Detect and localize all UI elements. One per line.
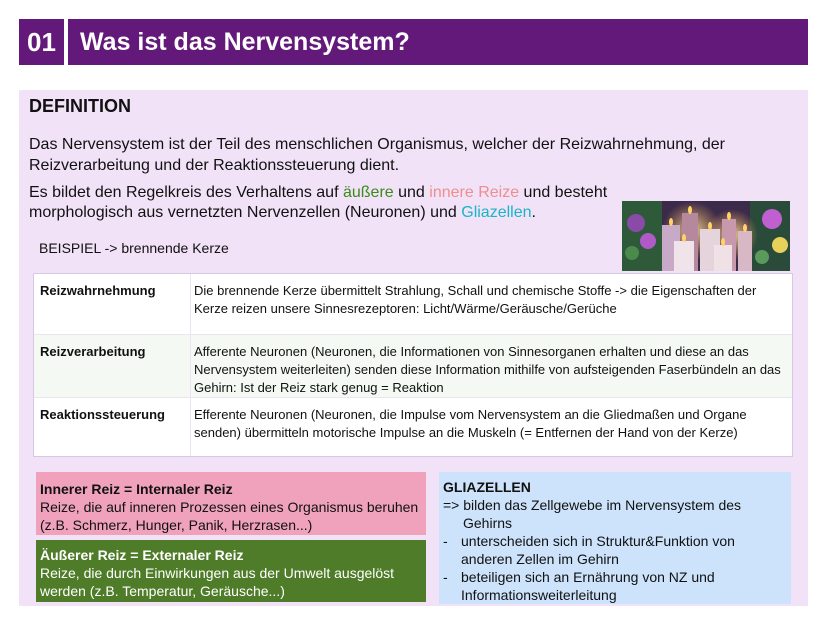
row-text: Afferente Neuronen (Neuronen, die Informationen von Sinnesorganen erhalten und diese an das Nervensystem weiterleiten) senden diese Information mithilfe von aufsteigenden Faserbündeln an das Gehirn: Ist der Reiz stark genug = Reaktion — [190, 335, 792, 397]
definition-paragraph-2 — [29, 183, 669, 223]
table-row — [34, 274, 792, 334]
inner-stimulus-box — [36, 472, 426, 535]
outer-stimuli-highlight: äußere — [342, 184, 394, 201]
row-text: Die brennende Kerze übermittelt Strahlung, Schall und chemische Stoffe -> die Eigenschaften der Kerze reizen unsere Sinnesrezeptoren: Licht/Wärme/Geräusche/Gerüche — [190, 274, 792, 334]
p2-text-2: und besteht morphologisch aus vernetzten Nervenzellen (Neuronen) und — [29, 184, 608, 221]
definition-title: DEFINITION — [29, 96, 131, 116]
row-label: Reizverarbeitung — [40, 344, 146, 359]
stimulus-process-table — [33, 273, 793, 457]
glia-line-1: => bilden das Zellgewebe im Nervensystem des — [443, 497, 742, 513]
dash-bullet: - — [443, 569, 448, 585]
page-title: Was ist das Nervensystem? — [68, 19, 808, 65]
row-label: Reaktionssteuerung — [40, 407, 165, 422]
p2-end: . — [531, 204, 536, 221]
glia-title: GLIAZELLEN — [443, 479, 531, 495]
inner-stimuli-highlight: innere Reize — [429, 184, 520, 201]
glia-box — [439, 472, 791, 604]
inner-stimulus-text: Reize, die auf inneren Prozessen eines Organismus beruhen (z.B. Schmerz, Hunger, Panik, Herzrasen...) — [40, 499, 419, 533]
glia-line-1b: Gehirns — [463, 515, 513, 531]
p2-text-1: Es bildet den Regelkreis des Verhaltens auf — [29, 184, 343, 201]
outer-stimulus-text: Reize, die durch Einwirkungen aus der Umwelt ausgelöst werden (z.B. Temperatur, Geräusche...) — [40, 565, 395, 599]
candles-image — [622, 201, 790, 271]
row-label: Reizwahrnehmung — [40, 283, 156, 298]
section-number: 01 — [19, 19, 64, 65]
p2-and: und — [393, 184, 430, 201]
table-row — [34, 334, 792, 397]
table-row — [34, 397, 792, 456]
definition-panel — [19, 90, 808, 606]
glia-item-1: unterscheiden sich in Struktur&Funktion von anderen Zellen im Gehirn — [461, 533, 735, 567]
header — [19, 19, 808, 65]
glia-item-2: beteiligen sich an Ernährung von NZ und Informationsweiterleitung — [461, 569, 715, 603]
glia-highlight: Gliazellen — [461, 204, 532, 221]
row-text: Efferente Neuronen (Neuronen, die Impulse vom Nervensystem an die Gliedmaßen und Organe senden) übermitteln motorische Impulse an die Muskeln (= Entfernen der Hand von der Kerze) — [190, 398, 792, 456]
outer-stimulus-title: Äußerer Reiz = Externaler Reiz — [40, 547, 244, 563]
list-item — [443, 568, 785, 604]
dash-bullet: - — [443, 533, 448, 549]
list-item — [443, 532, 785, 568]
definition-paragraph-1: Das Nervensystem ist der Teil des menschlichen Organismus, welcher der Reizwahrnehmung, der Reizverarbeitung und der Reaktionssteuerung dient. — [29, 136, 725, 174]
inner-stimulus-title: Innerer Reiz = Internaler Reiz — [40, 481, 233, 497]
outer-stimulus-box — [36, 540, 426, 602]
example-label: BEISPIEL -> brennende Kerze — [39, 240, 229, 256]
